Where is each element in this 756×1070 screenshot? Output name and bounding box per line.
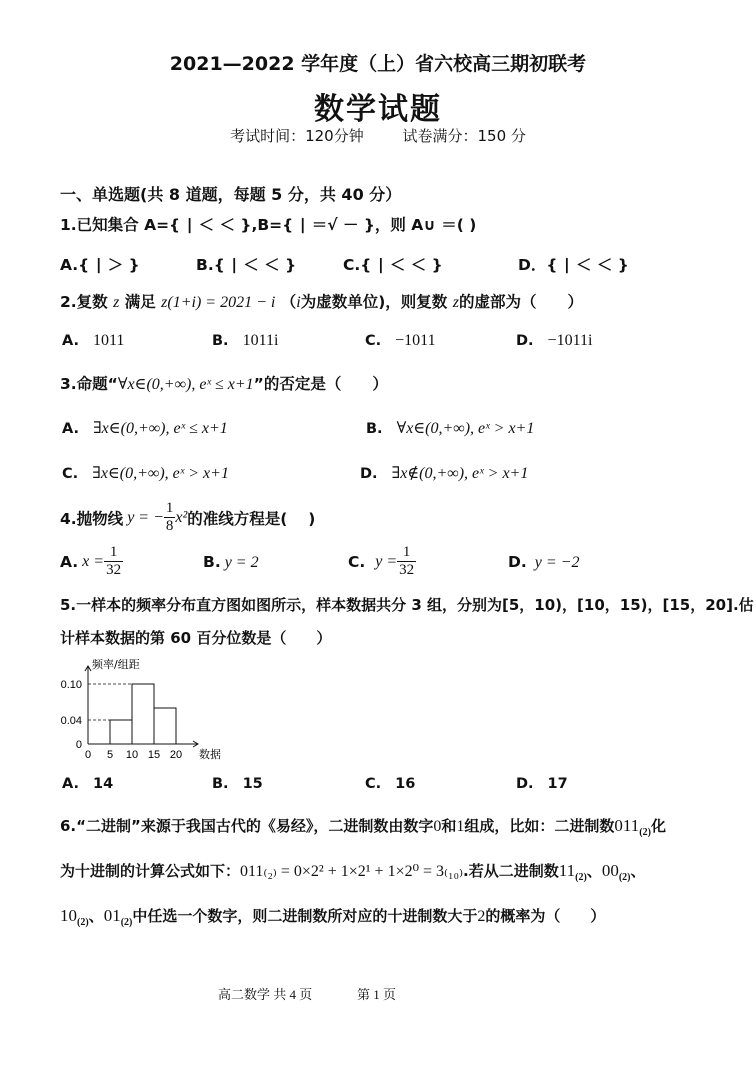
- q6-text-b: 组成，比如：二进制数: [464, 817, 615, 835]
- q4-rhs: x²: [175, 508, 188, 526]
- q6-text-a: 6.“二进制”来源于我国古代的《易经》，二进制数由数字: [60, 817, 434, 835]
- q4-option-b: [203, 553, 259, 572]
- option-label: A.: [62, 776, 79, 792]
- q2-stem-b: 满足: [124, 293, 156, 311]
- histogram-bar: [132, 684, 154, 744]
- q2-option-a: [62, 332, 124, 350]
- option-label: A.: [62, 421, 79, 437]
- frac-num: 1: [397, 544, 416, 562]
- option-value: ∀x∈(0,+∞), eˣ > x+1: [396, 420, 535, 437]
- q6-sep: 、: [630, 862, 646, 880]
- option-value: 16: [395, 776, 416, 792]
- q6-text-e: .若从二进制数: [463, 862, 559, 880]
- q6-binary-011: 011: [614, 816, 640, 835]
- q2-stem-a: 2.复数: [60, 293, 108, 311]
- frac-den: 32: [106, 562, 122, 578]
- q6-line1: [60, 815, 666, 838]
- q6-binary-00: 00: [601, 861, 619, 880]
- x-tick-label: 0: [84, 749, 92, 761]
- q4-frac-num: 1: [165, 500, 174, 516]
- q6-line3: [60, 905, 605, 928]
- section-heading: 一、单选题(共 8 道题，每题 5 分，共 40 分）: [60, 185, 402, 204]
- q5-option-d: [516, 776, 568, 792]
- q6-binary-01: 01: [103, 906, 121, 925]
- q1-option-a: A.{ ∣ ＞ }: [60, 256, 140, 274]
- x-axis-label: 数据: [199, 748, 221, 761]
- option-fraction: [104, 544, 123, 579]
- option-label: A.: [60, 552, 79, 571]
- q2-stem-e: 的虚部为（ ）: [458, 293, 583, 311]
- q4-frac-den: 8: [165, 518, 174, 534]
- frac-num: 1: [104, 544, 123, 562]
- option-value: 1011: [93, 332, 125, 349]
- q2-option-c: [365, 332, 436, 350]
- q3-stem-b: ”的否定是（ ）: [253, 375, 388, 393]
- footer-pages: 高二数学 共 4 页: [218, 987, 313, 1002]
- subject-title: 数学试题: [314, 92, 442, 127]
- q1-option-d: D．{ ∣ ＜ ＜ }: [518, 256, 629, 274]
- q4-fraction: [164, 500, 176, 535]
- q6-sep: 、: [88, 907, 104, 925]
- q4-option-a: [60, 544, 123, 579]
- q1-stem: 1.已知集合 A={ ∣ ＜ ＜ },B={ ∣ ＝√ － }，则 A∪ ＝( ): [60, 216, 477, 234]
- option-label: C.: [365, 333, 382, 349]
- option-value: ∃x∉(0,+∞), eˣ > x+1: [391, 465, 529, 482]
- q4-stem-a: 4.抛物线: [60, 509, 124, 528]
- q3-stem-a: 3.命题“: [60, 375, 118, 393]
- option-value: 15: [242, 776, 263, 792]
- y-tick-label: 0: [75, 739, 82, 751]
- q1-option-b: B.{ ∣ ＜ ＜ }: [196, 256, 297, 274]
- q6-digit-two: 2: [477, 908, 486, 925]
- q2-option-d: [516, 332, 592, 350]
- q6-sep: 、: [586, 862, 602, 880]
- option-label: C.: [348, 552, 366, 571]
- option-label: B.: [212, 776, 229, 792]
- q1-option-c: C.{ ∣ ＜ ＜ }: [343, 256, 443, 274]
- y-tick-label: 0.10: [60, 679, 82, 691]
- q6-text-d: 为十进制的计算公式如下：: [60, 862, 241, 880]
- q6-and: 和: [441, 817, 457, 835]
- q6-text-g: 的概率为（ ）: [485, 907, 606, 925]
- option-value: 17: [547, 776, 568, 792]
- q2-equation: z(1+i) = 2021 − i: [161, 294, 276, 311]
- histogram: [58, 656, 228, 764]
- option-label: B.: [212, 333, 229, 349]
- option-fraction: [397, 544, 416, 579]
- option-label: B.: [203, 553, 221, 571]
- q3-option-d: [360, 463, 528, 483]
- option-lhs: y = 2: [224, 554, 259, 571]
- q6-line2: [60, 860, 646, 883]
- q6-sub: (2): [575, 872, 587, 883]
- option-label: D.: [360, 466, 378, 482]
- q4-stem: [60, 500, 315, 535]
- option-value: 1011i: [242, 332, 279, 349]
- option-lhs: x =: [82, 552, 105, 570]
- option-lhs: y =: [375, 552, 398, 570]
- q4-lhs: y = −: [127, 508, 164, 526]
- q6-sub: (2): [639, 827, 651, 838]
- exam-title: 2021—2022 学年度（上）省六校高三期初联考: [169, 53, 587, 75]
- q5-option-b: [212, 776, 263, 792]
- q2-option-b: [212, 332, 278, 350]
- histogram-bar: [110, 720, 132, 744]
- exam-time: 考试时间：120分钟: [230, 127, 364, 145]
- x-tick-label: 20: [169, 749, 183, 761]
- q4-option-d: [508, 553, 579, 572]
- q6-digit-one: 1: [456, 818, 465, 835]
- q6-text-c: 化: [650, 817, 666, 835]
- q3-proposition: ∀x∈(0,+∞), eˣ ≤ x+1: [117, 376, 254, 393]
- option-label: D.: [508, 553, 527, 571]
- footer-page-number: 第 1 页: [357, 987, 397, 1002]
- q3-option-b: [366, 418, 534, 438]
- q6-sub: (2): [618, 872, 631, 883]
- option-label: D.: [516, 333, 534, 349]
- q6-binary-11: 11: [558, 861, 576, 880]
- option-label: C.: [62, 466, 79, 482]
- q4-stem-b: 的准线方程是( ): [187, 509, 316, 528]
- x-tick-label: 10: [125, 749, 139, 761]
- full-score: 试卷满分：150 分: [402, 127, 526, 145]
- q6-digit-zero: 0: [433, 818, 442, 835]
- option-value: ∃x∈(0,+∞), eˣ ≤ x+1: [93, 420, 228, 437]
- x-tick-label: 5: [106, 749, 114, 761]
- option-value: 14: [93, 776, 114, 792]
- option-label: B.: [366, 421, 383, 437]
- q6-formula: 011₍₂₎ = 0×2² + 1×2¹ + 1×2⁰ = 3₍₁₀₎: [240, 863, 464, 880]
- x-tick-label: 15: [147, 749, 161, 761]
- option-lhs: y = −2: [534, 554, 580, 571]
- q3-option-c: [62, 463, 229, 483]
- option-value: −1011: [395, 332, 436, 349]
- q6-text-f: 中任选一个数字，则二进制数所对应的十进制数大于: [132, 907, 478, 925]
- y-tick-label: 0.04: [60, 715, 82, 727]
- exam-meta: [0, 125, 756, 146]
- q5-option-c: [365, 776, 415, 792]
- q2-var-z: z: [113, 294, 120, 311]
- q2-stem: [60, 290, 583, 312]
- q5-option-a: [62, 776, 113, 792]
- q6-sub: (2): [120, 917, 133, 928]
- option-value: ∃x∈(0,+∞), eˣ > x+1: [92, 465, 229, 482]
- q2-stem-d: 为虚数单位)，则复数: [300, 293, 448, 311]
- q3-stem: [60, 372, 388, 394]
- q4-option-c: [348, 544, 416, 579]
- q2-var-z-2: z: [452, 294, 459, 311]
- option-label: A.: [62, 333, 79, 349]
- option-label: C.: [365, 776, 382, 792]
- q5-stem-line1: 5.一样本的频率分布直方图如图所示，样本数据共分 3 组，分别为[5，10)，[10，15)，[15，20].估: [60, 596, 754, 614]
- q2-stem-c: （: [280, 293, 297, 311]
- frac-den: 32: [399, 562, 415, 578]
- q2-var-i: i: [296, 294, 301, 311]
- q5-stem-line2: 计样本数据的第 60 百分位数是（ ）: [60, 629, 332, 647]
- q6-sub: (2): [77, 917, 89, 928]
- q6-binary-10: 10: [60, 906, 77, 925]
- q3-option-a: [62, 418, 228, 438]
- option-value: −1011i: [547, 332, 593, 349]
- option-label: D.: [516, 776, 534, 792]
- histogram-bar: [154, 708, 176, 744]
- y-axis-label: 频率/组距: [92, 658, 140, 671]
